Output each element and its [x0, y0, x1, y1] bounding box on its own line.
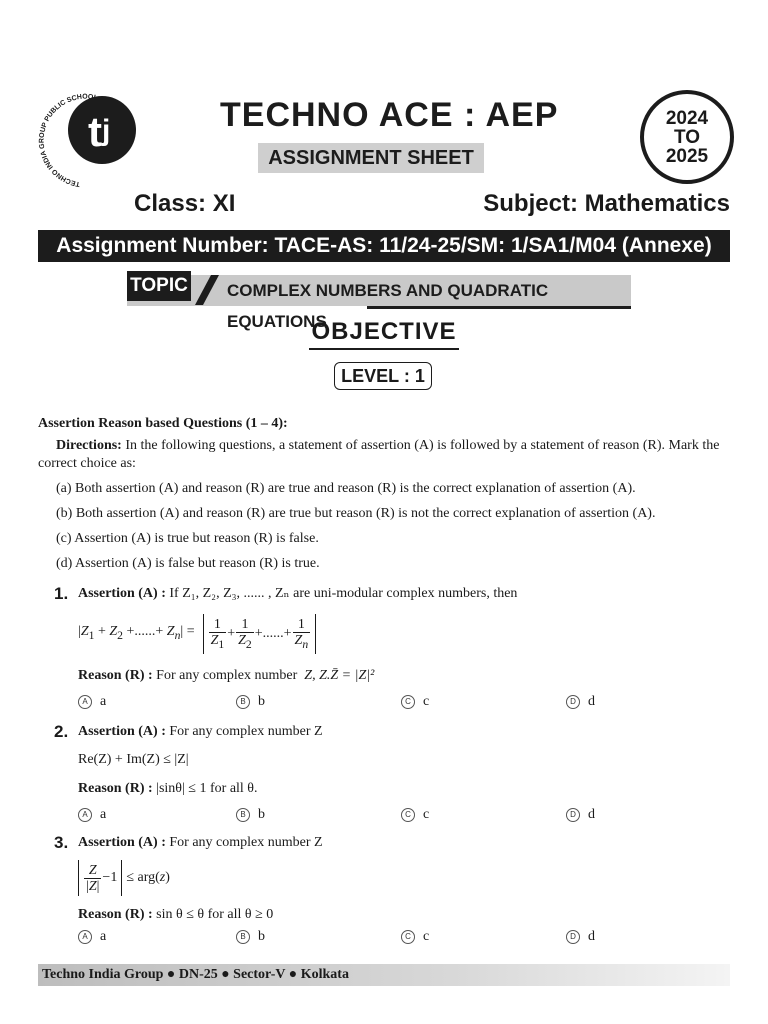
option-c[interactable] — [401, 694, 429, 710]
option-c[interactable] — [401, 807, 429, 823]
level-badge: LEVEL : 1 — [334, 362, 432, 390]
assignment-sheet-label: ASSIGNMENT SHEET — [258, 143, 484, 173]
directions-text: In the following questions, a statement of assertion (A) is followed by a statement of reason (R). Mark the correct choice as: — [38, 438, 720, 471]
section-heading — [0, 318, 768, 346]
question-1-options — [78, 694, 638, 712]
directions — [38, 437, 738, 473]
questions-heading: Assertion Reason based Questions (1 – 4): — [38, 416, 288, 431]
option-b[interactable] — [236, 929, 265, 945]
option-d-label: d — [588, 694, 595, 709]
option-a[interactable] — [78, 929, 106, 945]
assertion-text: For any complex number Z — [165, 835, 323, 850]
option-c-label: c — [423, 807, 430, 822]
question-1-assertion — [78, 585, 517, 603]
option-a-circle: A — [78, 695, 92, 709]
question-1-reason — [78, 667, 374, 685]
option-c-circle: C — [401, 808, 415, 822]
option-d[interactable] — [566, 807, 595, 823]
question-3-options — [78, 929, 638, 947]
option-b-label: b — [258, 694, 265, 709]
option-b-circle: B — [236, 695, 250, 709]
reason-text: For any complex number — [152, 668, 301, 683]
svg-text:j: j — [102, 114, 111, 147]
topic-title: COMPLEX NUMBERS AND QUADRATIC EQUATIONS — [227, 281, 549, 331]
assertion-label: Assertion (A) : — [78, 586, 166, 601]
question-2-reason — [78, 780, 258, 798]
question-3-assertion — [78, 834, 323, 852]
option-d-circle: D — [566, 930, 580, 944]
year-end: 2025 — [665, 145, 709, 167]
reason-label: Reason (R) : — [78, 907, 153, 922]
page-title: TECHNO ACE : AEP — [220, 96, 559, 134]
option-c-label: c — [423, 694, 430, 709]
subject-label: Subject: Mathematics — [483, 190, 730, 217]
option-b-circle: B — [236, 930, 250, 944]
option-a-label: a — [100, 694, 107, 709]
reason-label: Reason (R) : — [78, 668, 153, 683]
class-label: Class: XI — [134, 190, 236, 217]
option-a-circle: A — [78, 930, 92, 944]
question-2-equation: Re(Z) + Im(Z) ≤ |Z| — [78, 752, 189, 767]
assertion-text: For any complex number Z — [165, 724, 323, 739]
topic-slash-icon — [193, 273, 223, 307]
question-2-assertion — [78, 723, 323, 741]
question-number: 1. — [54, 584, 69, 603]
reason-math: Z, Z.Z̄ = |Z|² — [304, 668, 375, 683]
option-c-circle: C — [401, 695, 415, 709]
reason-text: |sinθ| ≤ 1 for all θ. — [152, 781, 258, 796]
option-a-label: a — [100, 929, 107, 944]
question-number: 2. — [54, 722, 69, 741]
choice-a: (a) Both assertion (A) and reason (R) are true and reason (R) is the correct explanation of assertion (A). — [56, 481, 636, 496]
directions-label: Directions: — [56, 438, 122, 453]
year-badge — [640, 90, 734, 184]
option-c-circle: C — [401, 930, 415, 944]
option-c-label: c — [423, 929, 430, 944]
option-b[interactable] — [236, 807, 265, 823]
option-a[interactable] — [78, 807, 106, 823]
option-d[interactable] — [566, 694, 595, 710]
svg-text:TECHNO INDIA GROUP PUBLIC SCHO: TECHNO INDIA GROUP PUBLIC SCHOOL — [38, 93, 99, 188]
option-d-circle: D — [566, 695, 580, 709]
choice-c: (c) Assertion (A) is true but reason (R) is false. — [56, 531, 319, 546]
topic-underline — [367, 306, 631, 309]
option-a[interactable] — [78, 694, 106, 710]
option-d[interactable] — [566, 929, 595, 945]
year-start: 2024 — [665, 107, 709, 129]
reason-label: Reason (R) : — [78, 781, 153, 796]
assignment-number-banner: Assignment Number: TACE-AS: 11/24-25/SM: 1/SA1/M04 (Annexe) — [38, 230, 730, 262]
reason-text: sin θ ≤ θ for all θ ≥ 0 — [152, 907, 274, 922]
option-c[interactable] — [401, 929, 429, 945]
question-1-equation: $|Z_1 + Z_2$ +......+ $Z_n|$ = $\frac{1}{Z_1}$ + $\frac{1}{Z_2}$ +......+ $\frac{1}{Z_n}$ — [78, 612, 320, 656]
option-a-label: a — [100, 807, 107, 822]
school-logo — [30, 84, 154, 194]
topic-tag: TOPIC — [127, 271, 191, 301]
svg-text:t: t — [88, 108, 102, 155]
year-to: TO — [673, 126, 701, 148]
option-d-label: d — [588, 807, 595, 822]
question-2-options — [78, 807, 638, 825]
question-3-reason — [78, 906, 273, 924]
option-b-circle: B — [236, 808, 250, 822]
option-d-label: d — [588, 929, 595, 944]
assertion-label: Assertion (A) : — [78, 724, 166, 739]
topic-banner — [127, 271, 631, 331]
option-b[interactable] — [236, 694, 265, 710]
objective-label: OBJECTIVE — [309, 318, 458, 350]
option-a-circle: A — [78, 808, 92, 822]
choice-d: (d) Assertion (A) is false but reason (R) is true. — [56, 556, 320, 571]
option-d-circle: D — [566, 808, 580, 822]
question-3-equation: $\frac{Z}{|Z|}$ −1 ≤ arg(z) — [78, 858, 170, 898]
footer: Techno India Group ● DN-25 ● Sector-V ● Kolkata — [38, 964, 730, 986]
assertion-text: If Z₁, Z₂, Z₃, ...... , Zₙ are uni-modular complex numbers, then — [165, 586, 518, 601]
choice-b: (b) Both assertion (A) and reason (R) are true but reason (R) is not the correct explanation of assertion (A). — [56, 506, 656, 521]
option-b-label: b — [258, 807, 265, 822]
option-b-label: b — [258, 929, 265, 944]
question-number: 3. — [54, 833, 69, 852]
assertion-label: Assertion (A) : — [78, 835, 166, 850]
